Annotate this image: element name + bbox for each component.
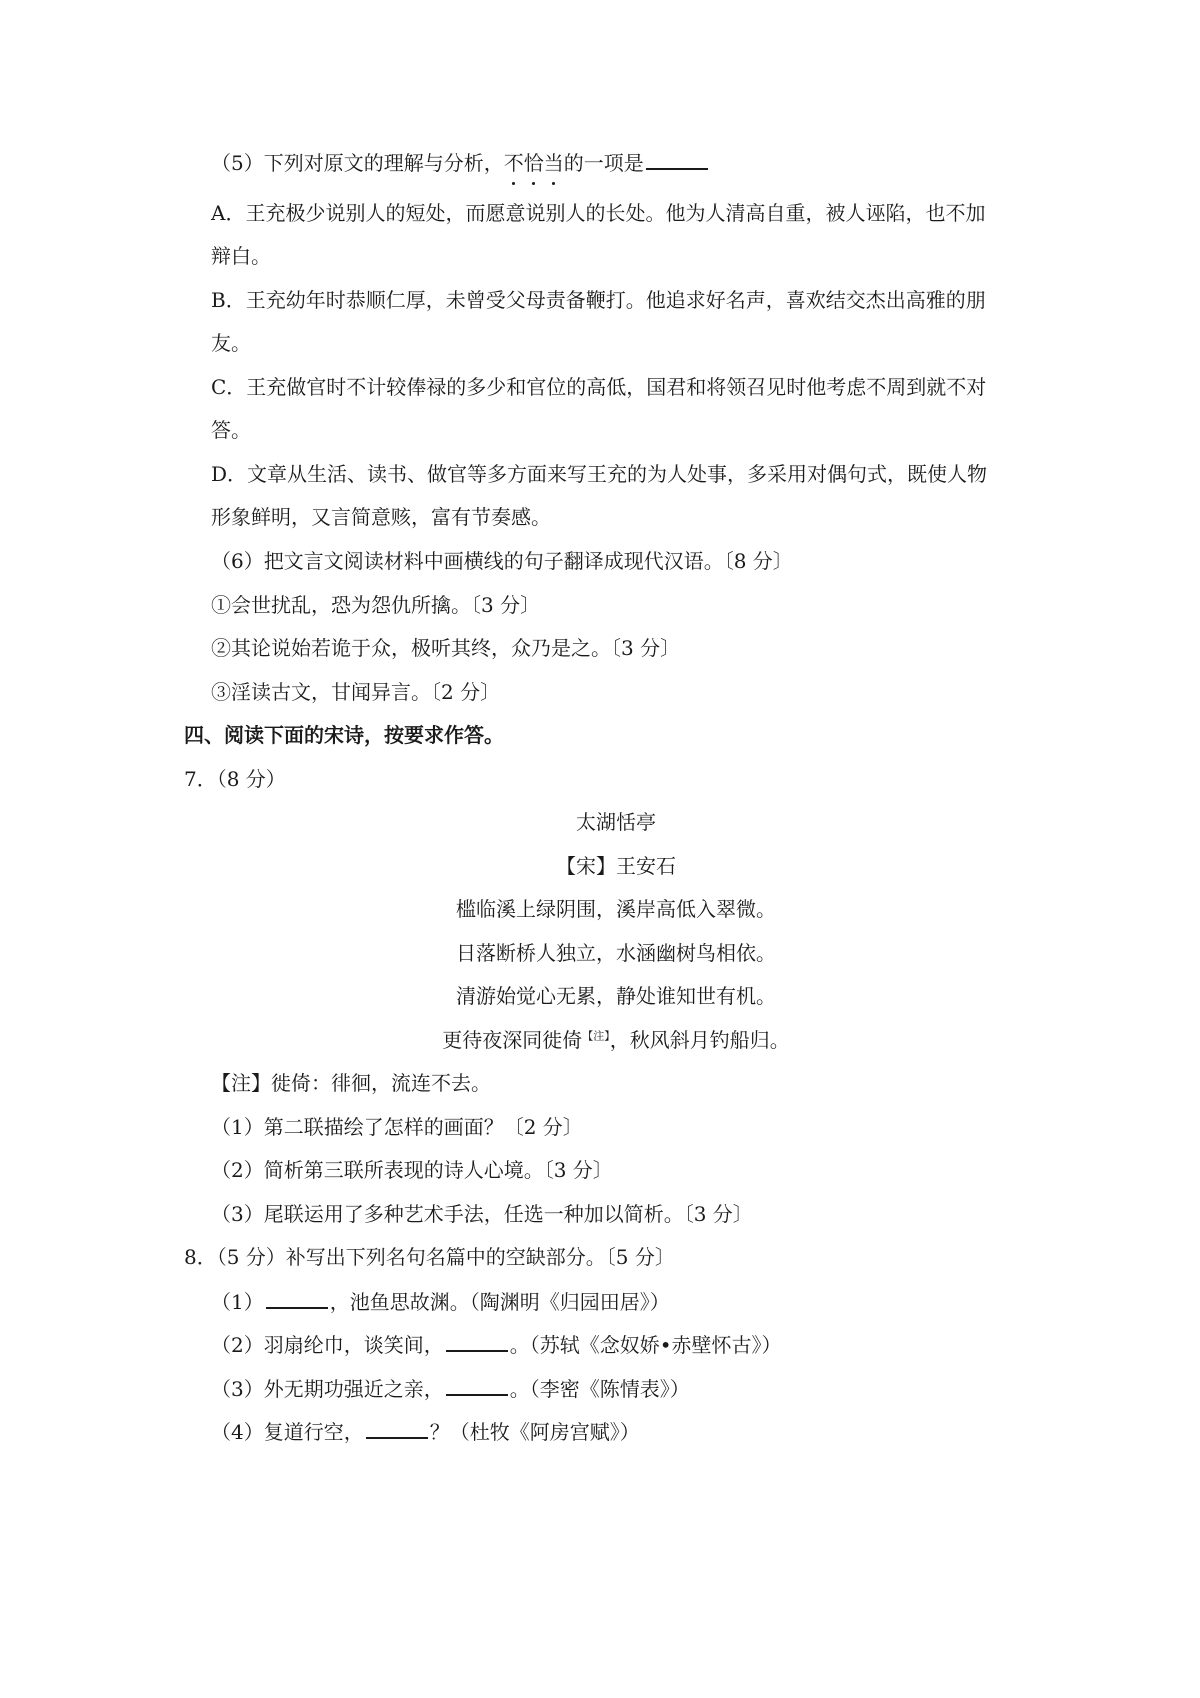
- q8-item-4-after: ？（杜牧《阿房宫赋》）: [429, 1420, 640, 1444]
- option-a-line2: 辩白。: [211, 244, 271, 268]
- poem-line-4-start: 更待夜深同徙倚: [442, 1028, 583, 1052]
- option-d-line2: 形象鲜明，又言简意赅，富有节奏感。: [211, 505, 551, 529]
- q7-sub-1: （1）第二联描绘了怎样的画面？〔2 分〕: [211, 1115, 583, 1139]
- emphasis-char: 恰: [523, 151, 544, 175]
- q8-item-1-after: ，池鱼思故渊。（陶渊明《归园田居》）: [329, 1290, 670, 1314]
- option-b-line2: 友。: [211, 331, 251, 355]
- footnote-marker: 【注】: [582, 1029, 610, 1043]
- answer-blank: [646, 148, 708, 170]
- q7-sub-2: （2）简析第三联所表现的诗人心境。〔3 分〕: [211, 1158, 613, 1182]
- q6-item-2: ②其论说始若诡于众，极听其终，众乃是之。〔3 分〕: [211, 636, 681, 660]
- q5-stem: [211, 148, 710, 177]
- option-d-line1: D．文章从生活、读书、做官等多方面来写王充的为人处事，多采用对偶句式，既使人物: [211, 462, 988, 486]
- answer-blank: [446, 1330, 508, 1352]
- poem-line-1: 槛临溪上绿阴围，溪岸高低入翠微。: [456, 897, 776, 921]
- poem-line-3: 清游始觉心无累，静处谁知世有机。: [456, 984, 776, 1008]
- q7-sub-3: （3）尾联运用了多种艺术手法，任选一种加以简析。〔3 分〕: [211, 1202, 753, 1226]
- option-b-line1: B．王充幼年时恭顺仁厚，未曾受父母责备鞭打。他追求好名声，喜欢结交杰出高雅的朋: [211, 288, 986, 312]
- q8-item-2: [211, 1330, 782, 1359]
- q8-title: 8．（5 分）补写出下列名句名篇中的空缺部分。〔5 分〕: [184, 1245, 675, 1269]
- q7-label: 7．（8 分）: [184, 767, 286, 791]
- option-a-line1: A．王充极少说别人的短处，而愿意说别人的长处。他为人清高自重，被人诬陷，也不加: [211, 201, 986, 225]
- section-heading: 四、阅读下面的宋诗，按要求作答。: [184, 723, 504, 747]
- q8-item-4-before: （4）复道行空，: [211, 1420, 364, 1444]
- poem-line-2: 日落断桥人独立，水涵幽树鸟相依。: [456, 941, 776, 965]
- option-c-line1: C．王充做官时不计较俸禄的多少和官位的高低，国君和将领召见时他考虑不周到就不对: [211, 375, 987, 399]
- q8-item-2-before: （2）羽扇纶巾，谈笑间，: [211, 1333, 444, 1357]
- q8-item-2-after: 。（苏轼《念奴娇•赤壁怀古》）: [509, 1333, 782, 1357]
- answer-blank: [266, 1287, 328, 1309]
- q8-item-3-before: （3）外无期功强近之亲，: [211, 1377, 444, 1401]
- poem-author: 【宋】王安石: [556, 854, 676, 878]
- poem-title: 太湖恬亭: [576, 810, 656, 834]
- q8-item-4: [211, 1417, 640, 1446]
- poem-line-4-end: ，秋风斜月钓船归。: [609, 1028, 790, 1052]
- poem-line-4: [0, 1026, 1200, 1054]
- q8-item-1: [211, 1287, 670, 1316]
- q6-title: （6）把文言文阅读材料中画横线的句子翻译成现代汉语。〔8 分〕: [211, 549, 793, 573]
- q8-item-3-after: 。（李密《陈情表》）: [509, 1377, 690, 1401]
- q8-item-1-before: （1）: [211, 1290, 264, 1314]
- emphasis-char: 不: [503, 151, 524, 175]
- poem-note: 【注】徙倚：徘徊，流连不去。: [211, 1071, 491, 1095]
- option-c-line2: 答。: [211, 418, 251, 442]
- emphasis-char: 当: [543, 151, 564, 175]
- q5-suffix: 的一项是: [563, 151, 644, 175]
- q6-item-3: ③淫读古文，甘闻异言。〔2 分〕: [211, 680, 501, 704]
- q5-prefix: （5）下列对原文的理解与分析，: [211, 151, 504, 175]
- answer-blank: [446, 1374, 508, 1396]
- q6-item-1: ①会世扰乱，恐为怨仇所擒。〔3 分〕: [211, 593, 541, 617]
- answer-blank: [366, 1417, 428, 1439]
- q8-item-3: [211, 1374, 690, 1403]
